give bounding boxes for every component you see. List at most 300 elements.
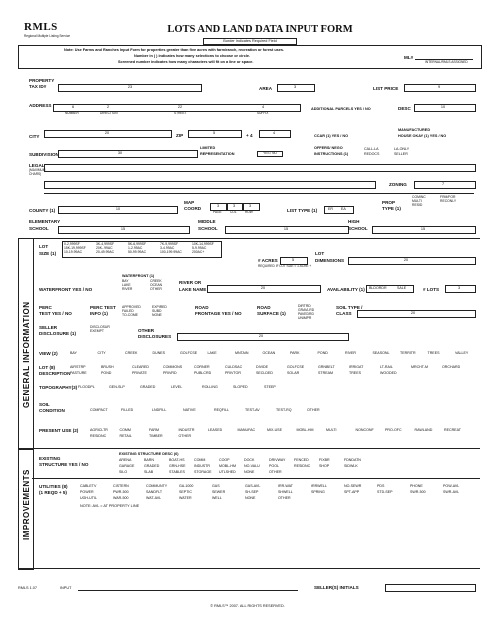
perc-info-opt[interactable]: NONE: [152, 313, 162, 318]
option-drivway[interactable]: DRIVWAY: [269, 458, 286, 462]
prop-type-resid[interactable]: RESID: [412, 203, 423, 208]
option-ga-1000[interactable]: GA-1000: [179, 484, 194, 488]
logo-subtitle: Regional Multiple Listing Service: [24, 34, 71, 38]
option-comm[interactable]: COMM: [194, 458, 206, 462]
option-mix-use[interactable]: MIX-USE: [267, 428, 282, 432]
option-orchard[interactable]: ORCHARD: [442, 365, 461, 369]
option-pds[interactable]: PDS: [377, 484, 385, 488]
option-brush[interactable]: BRUSH: [101, 365, 114, 369]
option-none[interactable]: NONE: [244, 470, 255, 474]
option-barn[interactable]: BARN: [144, 458, 154, 462]
offers-label-1: OFFERS/ NEGO: [314, 146, 343, 150]
lot-size-opt[interactable]: 5-9.99AC: [192, 246, 207, 251]
zoning-count: 7: [441, 182, 445, 186]
option-lake[interactable]: LAKE: [207, 351, 217, 355]
option-reqfill[interactable]: REQFILL: [214, 408, 229, 412]
option-wooded[interactable]: WOODED: [380, 371, 397, 375]
option-none[interactable]: NONE: [245, 496, 256, 500]
seller-initials-label: SELLER(S) INITIALS: [314, 585, 359, 590]
lot-size-opt[interactable]: 50-99.99AC: [128, 250, 147, 255]
option-silo[interactable]: SILO: [119, 470, 128, 474]
waterfront-head: WATERFRONT (1): [122, 274, 155, 278]
option-trees[interactable]: TREES: [427, 351, 440, 355]
option-timber[interactable]: TIMBER: [149, 434, 163, 438]
option-river[interactable]: RIVER: [345, 351, 356, 355]
option-other[interactable]: OTHER: [278, 496, 291, 500]
note-line-1: Note: Use Farms and Ranches Input Form for properties greater than five acres with farm/ranch, recreation or forest uses.: [64, 48, 285, 52]
input-field[interactable]: [78, 590, 298, 591]
legal-sub-1: (MAXIMUM: [29, 168, 46, 172]
limited-rep-label-1: LIMITED: [200, 146, 216, 150]
existing-label-1: EXISTING: [39, 456, 61, 461]
option-phone[interactable]: PHONE: [410, 484, 423, 488]
lot-size-opt[interactable]: 7K-9,999SF: [160, 242, 179, 246]
option-swr-avl[interactable]: SWR-AVL: [443, 490, 460, 494]
topography-options: [78, 385, 298, 391]
legal-sub-2: CHARS): [29, 172, 42, 176]
seller-disclosure-label-1: SELLER: [39, 325, 58, 330]
lot-size-opt[interactable]: 0-2,999SF: [64, 242, 80, 246]
option-dunes[interactable]: DUNES: [152, 351, 166, 355]
lots-count: 3: [457, 286, 461, 290]
waterfront-col-2: [150, 279, 162, 291]
option-steep[interactable]: STEEP: [264, 385, 276, 389]
option-pond[interactable]: POND: [317, 351, 328, 355]
option-spring[interactable]: SPRING: [311, 490, 325, 494]
option-pow-avl[interactable]: POW-AVL: [443, 484, 460, 488]
address-number-count: 6: [71, 105, 75, 109]
option-grn-hse[interactable]: GRN-HSE: [169, 464, 186, 468]
option-wat-avl[interactable]: WAT-AVL: [146, 496, 162, 500]
option-other[interactable]: OTHER: [269, 470, 282, 474]
lot-size-opt[interactable]: 10-19.99AC: [64, 250, 83, 255]
legal-line-3[interactable]: [44, 193, 474, 194]
general-top-rule: [18, 238, 480, 239]
map-coord-label-2: COORD: [184, 206, 202, 211]
road-surface-opt[interactable]: PAVEDRD: [298, 312, 314, 317]
option-golfcse[interactable]: GOLFCSE: [180, 351, 198, 355]
option-fixbr[interactable]: FIXBR: [319, 458, 330, 462]
option-sidwlk[interactable]: SIDWLK: [344, 464, 358, 468]
option-agricltr[interactable]: AGRICLTR: [90, 428, 108, 432]
list-type-ea[interactable]: EA: [341, 207, 346, 211]
option-utlshed[interactable]: UTLSHED: [219, 470, 236, 474]
perc-info-opt[interactable]: SUBD: [152, 309, 162, 314]
utilities-label-1: UTILITIES (8): [39, 484, 68, 489]
elementary-label-2: SCHOOL: [29, 226, 49, 231]
option-pool[interactable]: POOL: [269, 464, 279, 468]
river-lake-count: 20: [260, 286, 266, 290]
lot-size-opt[interactable]: 10K-14,999SF: [192, 242, 214, 246]
lot-size-opt[interactable]: 20K-.99AC: [96, 246, 113, 251]
river-lake-label-2: LAKE NAME: [179, 287, 207, 292]
high-label-1: HIGH: [348, 219, 360, 224]
option-septic[interactable]: SEPTIC: [179, 490, 192, 494]
option-manufac[interactable]: MANUFAC: [237, 428, 256, 432]
perc-info-label-1: PERC TEST: [90, 305, 116, 310]
option-spt-app[interactable]: SPT-APP: [344, 490, 360, 494]
river-lake-label-1: RIVER OR: [179, 280, 202, 285]
option-mobl-hm[interactable]: MOBL-HM: [296, 428, 314, 432]
option-shwell[interactable]: SHWELL: [278, 490, 293, 494]
option-stables[interactable]: STABLES: [169, 470, 185, 474]
option-gas[interactable]: GAS: [212, 484, 220, 488]
high-label-2: SCHOOL: [348, 226, 368, 231]
road-surface-options: [298, 304, 314, 320]
waterfront-opt[interactable]: CREEK: [150, 279, 162, 283]
waterfront-opt[interactable]: OCEAN: [150, 283, 163, 288]
area-count: 3: [293, 85, 297, 89]
seller-disclosure-exempt[interactable]: EXEMPT: [90, 329, 104, 334]
address-street-count: 22: [177, 105, 183, 109]
desc-count: 10: [440, 105, 446, 109]
general-section-label: GENERAL INFORMATION: [22, 301, 31, 408]
prop-type-cominc[interactable]: COMINC: [412, 195, 426, 199]
option-solar[interactable]: SOLAR: [287, 371, 300, 375]
option-compact[interactable]: COMPACT: [90, 408, 108, 412]
option-trees[interactable]: TREES: [349, 371, 361, 375]
option-nonconf[interactable]: NONCONF: [355, 428, 374, 432]
present-use-row-2: [90, 434, 474, 440]
option-pro-ofc[interactable]: PRO-OFC: [385, 428, 402, 432]
option-communty[interactable]: COMMUNTY: [146, 484, 168, 488]
option-park[interactable]: PARK: [290, 351, 300, 355]
option-privtor[interactable]: PRIVTOR: [225, 371, 241, 375]
perc-info-label-2: INFO (1): [90, 311, 108, 316]
option-rawland[interactable]: RAWLAND: [414, 428, 433, 432]
acres-count: 5: [291, 258, 295, 262]
lot-dimensions-label-2: DIMENSIONS: [315, 258, 345, 263]
option-multi[interactable]: MULTI: [326, 428, 337, 432]
border-note: Border Indicates Required Field: [203, 38, 297, 45]
option-slab[interactable]: SLAB: [144, 470, 154, 474]
soil-condition-label-2: CONDITION: [39, 408, 65, 413]
option-publcrd[interactable]: PUBLCRD: [194, 371, 212, 375]
option-gas-avl[interactable]: GAS-AVL: [245, 484, 261, 488]
option-lndfill[interactable]: LNDFILL: [152, 408, 167, 412]
middle-count: 15: [283, 227, 289, 231]
lot-size-opt[interactable]: 15K-19,999SF: [64, 246, 86, 251]
lot-dimensions-label-1: LOT: [315, 251, 325, 256]
offers-redocs[interactable]: REDOCS: [364, 152, 380, 156]
lot-size-opt[interactable]: 100-199.99AC: [160, 250, 182, 255]
map-col-count: 3: [232, 204, 236, 208]
improvements-section-label: IMPROVEMENTS: [22, 469, 31, 540]
option-industr[interactable]: INDUSTR: [178, 428, 195, 432]
soil-type-label-1: SOIL TYPE /: [336, 305, 363, 310]
prop-type-label-1: PROP: [382, 200, 396, 205]
subdivision-count: 30: [117, 151, 123, 155]
lots-label: # LOTS: [423, 287, 440, 292]
availability-bldordr[interactable]: BLDORDR: [369, 286, 387, 290]
list-type-er[interactable]: ER: [328, 207, 333, 211]
option-creek[interactable]: CREEK: [125, 351, 138, 355]
option-farm[interactable]: FARM: [149, 428, 159, 432]
soil-condition-options: [90, 408, 330, 414]
road-frontage-label-1: ROAD: [195, 305, 209, 310]
option-grnbelt[interactable]: GRNBELT: [318, 365, 335, 369]
option-mrcht-m[interactable]: MRCHT-M: [411, 365, 428, 369]
zoning-label: ZONING: [389, 182, 407, 187]
option-rolling[interactable]: ROLLING: [202, 385, 218, 389]
lot-description-label-2: DESCRIPTION: [39, 371, 71, 376]
rmls-logo: RMLS: [24, 21, 58, 33]
option-private[interactable]: PRIVATE: [132, 371, 147, 375]
option-sewer[interactable]: SEWER: [212, 490, 226, 494]
waterfront-opt[interactable]: OTHER: [150, 287, 162, 292]
availability-sale[interactable]: SALE: [397, 286, 407, 290]
map-page-sub: PAGE: [213, 210, 222, 214]
list-price-label: LIST PRICE: [373, 86, 399, 91]
note-line-2: Number in ( ) indicates how many selections to choose or circle.: [134, 54, 251, 58]
option-airstrp[interactable]: AIRSTRP: [70, 365, 86, 369]
lot-size-col-2: [96, 242, 114, 254]
option-no-valu[interactable]: NO-VALU: [244, 464, 260, 468]
acres-sub: REQUIRED IF LOT SIZE = 1 ACRE +: [258, 264, 312, 268]
lot-size-col-4: [160, 242, 182, 254]
option-water[interactable]: WATER: [179, 496, 192, 500]
option-commons[interactable]: COMMONS: [163, 365, 183, 369]
road-surface-label-1: ROAD: [257, 305, 271, 310]
existing-label-2: STRUCTURE YES / NO: [39, 462, 89, 467]
manufactured-label-2: HOUSE OKAY (1) YES / NO: [398, 134, 447, 138]
utilities-row-3: [80, 496, 478, 502]
offers-la-only[interactable]: LA-ONLY: [394, 147, 410, 151]
option-golfcse[interactable]: GOLFCSE: [287, 365, 305, 369]
option-valley[interactable]: VALLEY: [455, 351, 469, 355]
option-floodpl[interactable]: FLOODPL: [78, 385, 95, 389]
option-storage[interactable]: STORAGE: [194, 470, 212, 474]
lot-dimensions-field[interactable]: [348, 257, 476, 265]
prop-type-reconly[interactable]: RECONLY: [440, 199, 457, 204]
elementary-label-1: ELEMENTARY: [29, 219, 61, 224]
option-irr-wat[interactable]: IRR-WAT: [278, 484, 293, 488]
option-cistern[interactable]: CISTERN: [113, 484, 129, 488]
seller-initials-field[interactable]: [385, 584, 476, 592]
middle-label-2: SCHOOL: [198, 226, 218, 231]
seller-disclosure-disclosur[interactable]: DISCLOSUR: [90, 325, 110, 329]
perc-info-opt[interactable]: FAILED: [122, 309, 134, 314]
option-power[interactable]: POWER: [80, 490, 94, 494]
lot-size-opt[interactable]: 20-49.99AC: [96, 250, 115, 255]
view-options: [70, 351, 474, 357]
legal-label: LEGAL: [29, 163, 45, 168]
option-dock[interactable]: DOCK: [244, 458, 255, 462]
waterfront-opt[interactable]: BAY: [122, 279, 129, 283]
option-cleared[interactable]: CLEARED: [132, 365, 149, 369]
option-graded[interactable]: GRADED: [144, 464, 160, 468]
other-disclosures-label-1: OTHER: [138, 328, 155, 333]
desc-label: DESC: [398, 106, 411, 111]
view-label: VIEW (2): [39, 351, 58, 356]
option-pond[interactable]: POND: [101, 371, 112, 375]
waterfront-opt[interactable]: RIVER: [122, 287, 133, 292]
perc-info-opt[interactable]: EXPIRED: [152, 305, 167, 309]
utilities-top-rule: [32, 478, 480, 479]
option-sh-sep[interactable]: SH-SEP: [245, 490, 259, 494]
address-sub-street: STREET: [174, 111, 187, 115]
option-boat-hs[interactable]: BOAT-HS: [169, 458, 185, 462]
address-sub-suffix: SUFFIX: [257, 111, 269, 115]
existing-row-3: [119, 470, 369, 476]
option-war-500[interactable]: WAR-500: [113, 496, 129, 500]
option-std-sep[interactable]: STD-SEP: [377, 490, 393, 494]
option-ugh-util[interactable]: UGH-UTIL: [80, 496, 97, 500]
middle-label-1: MIDDLE: [198, 219, 216, 224]
property-tax-count: 23: [127, 85, 133, 89]
seller-disclosure-label-2: DISCLOSURE (1): [39, 331, 77, 336]
high-count: 15: [420, 227, 426, 231]
limited-rep-label-2: REPRESENTATION: [200, 152, 235, 156]
legal-field[interactable]: [44, 164, 476, 172]
perc-info-opt[interactable]: TO-COME: [122, 313, 138, 318]
lot-size-col-1: [64, 242, 86, 254]
map-page-count: 3: [216, 204, 220, 208]
option-fdndatn[interactable]: FDNDATN: [344, 458, 361, 462]
option-shop[interactable]: SHOP: [319, 464, 330, 468]
option-garage[interactable]: GARAGE: [119, 464, 135, 468]
option-native[interactable]: NATIVE: [183, 408, 196, 412]
option-well[interactable]: WELL: [212, 496, 222, 500]
option-filled[interactable]: FILLED: [121, 408, 134, 412]
offers-seller[interactable]: SELLER: [394, 152, 408, 156]
option-territr[interactable]: TERRITR: [400, 351, 416, 355]
option-swr-500[interactable]: SWR-500: [410, 490, 426, 494]
manufactured-label-1: MANUFACTURED: [398, 128, 431, 132]
option-seclded[interactable]: SECLDED: [256, 371, 273, 375]
zip-plus4-count: 4: [272, 131, 276, 135]
option-test-av[interactable]: TEST-AV: [245, 408, 260, 412]
option-fenced[interactable]: FENCED: [294, 458, 309, 462]
acres-label: # ACRES: [258, 258, 278, 263]
option-stream[interactable]: STREAM: [318, 371, 333, 375]
option-no-sewr[interactable]: NO-SEWR: [344, 484, 362, 488]
option-mntain[interactable]: MNTAIN: [235, 351, 249, 355]
zip-plus4-label: + 4: [246, 133, 253, 138]
road-surface-opt[interactable]: UNIMPR: [298, 316, 312, 321]
waterfront-col-1: [122, 279, 132, 291]
option-bay[interactable]: BAY: [70, 351, 77, 355]
county-count: 10: [115, 207, 121, 211]
option-sloped[interactable]: SLOPED: [233, 385, 248, 389]
lot-size-opt[interactable]: 5K-6,999SF: [128, 242, 147, 246]
perc-info-opt[interactable]: APPROVED: [122, 305, 141, 309]
option-divide[interactable]: DIVIDE: [256, 365, 268, 369]
input-label: INPUT: [60, 586, 72, 590]
option-leased[interactable]: LEASED: [208, 428, 223, 432]
road-surface-opt[interactable]: GRAVLRD: [298, 308, 315, 313]
list-price-count: 9: [437, 85, 441, 89]
city-label: CITY: [29, 134, 40, 139]
option-level[interactable]: LEVEL: [171, 385, 183, 389]
option-residnc[interactable]: RESIDNC: [90, 434, 107, 438]
lot-size-opt[interactable]: 3-4.99AC: [160, 246, 175, 251]
prop-type-frm-for[interactable]: FRM/FOR: [440, 195, 456, 199]
option-other[interactable]: OTHER: [178, 434, 192, 438]
subdivision-field[interactable]: [58, 150, 198, 158]
zip-label: ZIP: [176, 133, 184, 138]
road-frontage-label-2: FRONTAGE YES / NO: [195, 311, 242, 316]
prop-type-multi[interactable]: MULTI: [412, 199, 422, 204]
map-row-count: 3: [248, 204, 252, 208]
option-retail[interactable]: RETAIL: [119, 434, 132, 438]
other-disclosures-label-2: DISCLOSURES: [138, 334, 172, 339]
option-cabletv[interactable]: CABLETV: [80, 484, 97, 488]
option-arena[interactable]: ARENA: [119, 458, 132, 462]
lot-size-col-3: [128, 242, 146, 254]
prop-type-label-2: TYPE (1): [382, 206, 401, 211]
offers-label-2: INSTRUCTIONS (1): [314, 152, 349, 156]
address-label: ADDRESS: [29, 103, 52, 108]
address-sub-number: NUMBER: [65, 111, 79, 115]
limited-rep-toggle[interactable]: YES / NO: [257, 151, 283, 157]
property-tax-label-1: PROPERTY: [29, 78, 55, 83]
option-pwr-500[interactable]: PWR-500: [113, 490, 129, 494]
option-irrwell[interactable]: IRRWELL: [311, 484, 327, 488]
legal-field-2[interactable]: [44, 181, 376, 189]
option-graded[interactable]: GRADED: [140, 385, 156, 389]
option-comm[interactable]: COMM: [119, 428, 131, 432]
lot-size-opt[interactable]: 3K-4,999SF: [96, 242, 115, 246]
option-corner[interactable]: CORNER: [194, 365, 210, 369]
lot-size-label-1: LOT: [39, 244, 49, 249]
option-gen-slp[interactable]: GEN-SLP: [109, 385, 125, 389]
option-residnc[interactable]: RESIDNC: [294, 464, 311, 468]
lot-size-opt[interactable]: 200AC+: [192, 250, 205, 255]
option-test-rq[interactable]: TEST-RQ: [276, 408, 292, 412]
copyright: © RMLS™ 2007. ALL RIGHTS RESERVED.: [210, 604, 285, 608]
lot-size-opt[interactable]: 1-2.99AC: [128, 246, 143, 251]
option-sandflt[interactable]: SANDFLT: [146, 490, 163, 494]
list-type-label: LIST TYPE (1): [287, 208, 318, 213]
improvements-top-rule: [18, 448, 480, 449]
lot-description-label-1: LOT (8): [39, 365, 56, 370]
option-mobl-hm[interactable]: MOBL-HM: [219, 464, 236, 468]
option-privrd[interactable]: PRIVRD: [163, 371, 177, 375]
soil-type-label-2: CLASS: [336, 311, 352, 316]
option-irrigat[interactable]: IRRIGAT: [349, 365, 364, 369]
option-pasture[interactable]: PASTURE: [70, 371, 87, 375]
form-id: RMLS 1.07: [18, 586, 37, 590]
option-culdsac[interactable]: CULDSAC: [225, 365, 243, 369]
perc-info-col-1: [122, 305, 141, 317]
road-surface-opt[interactable]: DIRTRD: [298, 304, 311, 308]
map-col-sub: COL: [230, 210, 237, 214]
option-city[interactable]: CITY: [97, 351, 106, 355]
waterfront-opt[interactable]: LAKE: [122, 283, 131, 288]
perc-info-col-2: [152, 305, 167, 317]
option-seasonl[interactable]: SEASONL: [372, 351, 390, 355]
soil-condition-label-1: SOIL: [39, 402, 50, 407]
lot-size-label-2: SIZE (1): [39, 251, 57, 256]
perc-label-2: TEST YES / NO: [39, 311, 72, 316]
zip-count: 5: [212, 131, 216, 135]
ccar-label: CCAR (1) YES / NO: [314, 134, 349, 138]
note-line-3: Screened number indicates how many characters will fit on a line or space.: [118, 60, 254, 64]
offers-call-la[interactable]: CALL-LA: [364, 147, 379, 151]
address-direction-count: 2: [106, 105, 110, 109]
option-coop[interactable]: COOP: [219, 458, 230, 462]
option-lt-rail[interactable]: LT-RAIL: [380, 365, 393, 369]
option-other[interactable]: OTHER: [307, 408, 320, 412]
perc-label-1: PERC: [39, 305, 52, 310]
option-industr[interactable]: INDUSTR: [194, 464, 210, 468]
lot-size-col-5: [192, 242, 214, 254]
option-ocean[interactable]: OCEAN: [262, 351, 276, 355]
option-recreat[interactable]: RECREAT: [444, 428, 461, 432]
area-label: AREA: [259, 86, 273, 91]
availability-label: AVAILABILITY (1): [327, 287, 365, 292]
